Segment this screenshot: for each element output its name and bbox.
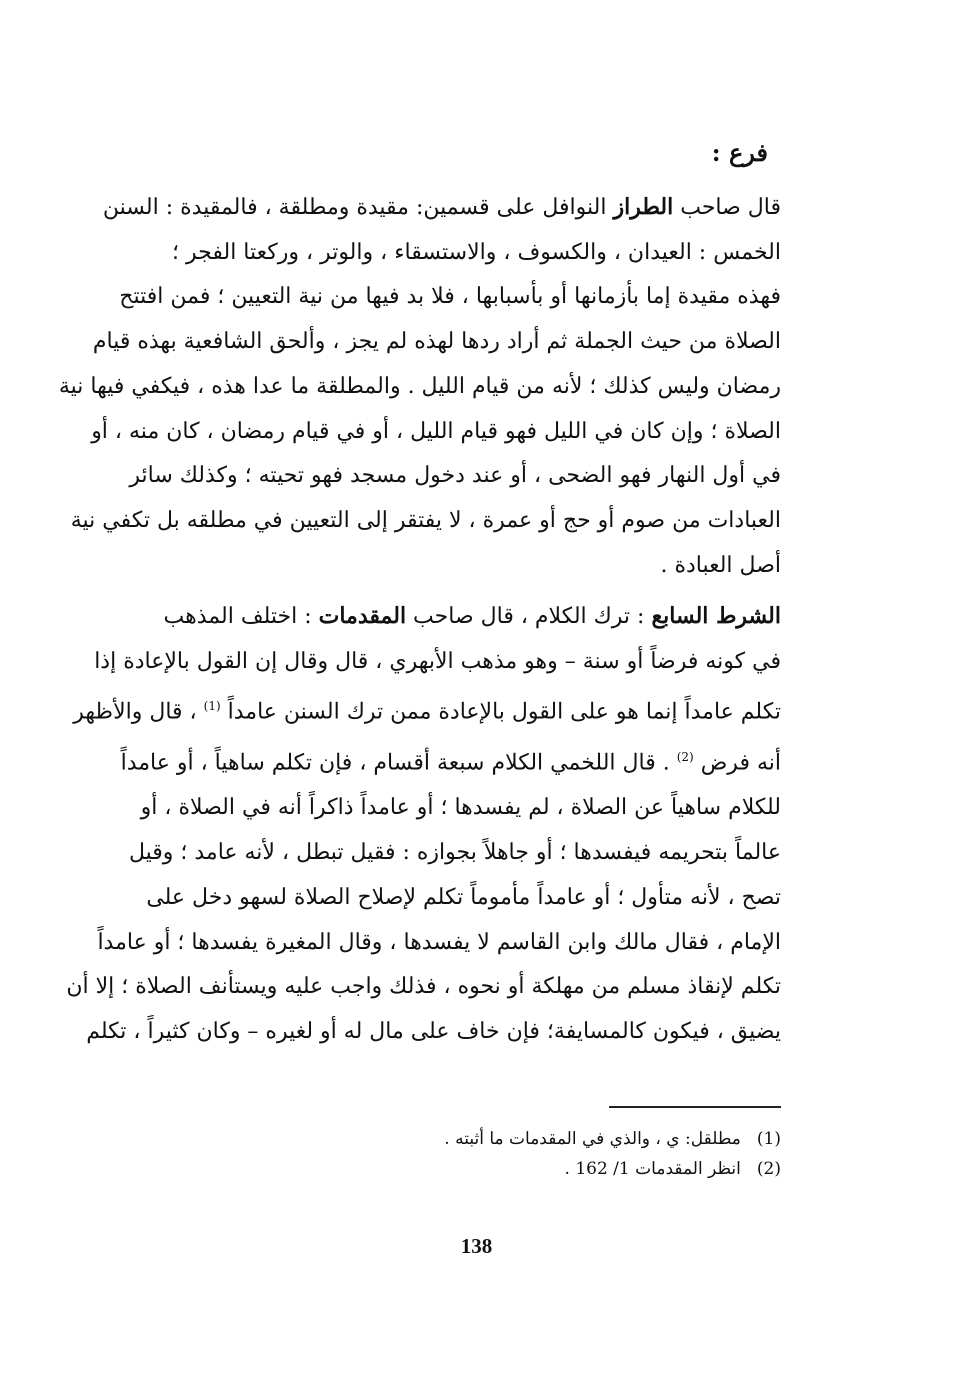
footnote-ref[interactable]: (2): [676, 750, 694, 765]
footnotes: [173, 1124, 781, 1184]
text-line: تكلم لإنقاذ مسلم من مهلكة أو نحوه ، فذلك واجب عليه ويستأنف الصلاة ؛ إلا أن: [66, 974, 781, 1000]
text-line: يضيق ، فيكون كالمسايفة؛ فإن خاف على مال له أو لغيره – وكان كثيراً ، تكلم: [86, 1018, 781, 1044]
footnote-item: [173, 1154, 781, 1184]
text-line: للكلام ساهياً عن الصلاة ، لم يفسدها ؛ أو عامداً ذاكراً أنه في الصلاة ، أو: [140, 795, 781, 821]
text-line: الشرط السابع : ترك الكلام ، قال صاحب المقدمات : اختلف المذهب: [163, 603, 781, 629]
paragraph-2: [66, 594, 781, 1055]
text-line: عالماً بتحريمه فيفسدها ؛ أو جاهلاً بجوازه : فقيل تبطل ، لأنه عامد ؛ وقيل: [128, 840, 781, 866]
footnote-ref[interactable]: (1): [203, 699, 221, 714]
book-title: المقدمات: [318, 603, 407, 629]
text-line: الخمس : العيدان ، والكسوف ، والاستسقاء ، والوتر ، وركعتا الفجر ؛: [172, 239, 781, 265]
footnote-number: (1): [756, 1129, 781, 1149]
condition-title: الشرط السابع: [651, 603, 781, 629]
text-line: الصلاة ؛ وإن كان في الليل فهو قيام الليل ، أو في قيام رمضان ، كان منه ، أو: [91, 418, 781, 444]
text-line: الصلاة من حيث الجملة ثم أراد ردها لهذه لم يجز ، وألحق الشافعية بهذه قيام: [92, 329, 781, 355]
footnote-item: [173, 1124, 781, 1154]
footnote-divider: [609, 1106, 781, 1108]
text-line: في كونه فرضاً أو سنة – وهو مذهب الأبهري ، قال وقال إن القول بالإعادة إذا: [94, 648, 781, 674]
footnote-number: (2): [756, 1159, 781, 1179]
text-line: تكلم عامداً إنما هو على القول بالإعادة ممن ترك السنن عامداً $^{(1)}$ ، قال والأظهر: [73, 699, 781, 725]
section-heading: فرع :: [711, 138, 768, 167]
text-line: في أول النهار فهو الضحى ، أو عند دخول مسجد فهو تحيته ؛ وكذلك سائر: [129, 463, 781, 489]
text-line: قال صاحب الطراز النوافل على قسمين: مقيدة ومطلقة ، فالمقيدة : السنن: [102, 194, 781, 220]
text-line: فهذه مقيدة إما بأزمانها أو بأسبابها ، فلا بد فيها من نية التعيين ؛ فمن افتتح: [119, 284, 781, 310]
footnote-text: انظر المقدمات 1/ 162 .: [564, 1159, 741, 1179]
book-title: الطراز: [613, 194, 674, 220]
text-line: الإمام ، فقال مالك وابن القاسم لا يفسدها ، وقال المغيرة يفسدها ؛ أو عامداً: [97, 929, 781, 955]
page-number: 138: [460, 1234, 493, 1258]
text-line: تصح ، لأنه متأول ؛ أو عامداً مأموماً تكلم لإصلاح الصلاة لسهو دخل على: [146, 884, 781, 910]
text-line: أصل العبادة .: [660, 552, 781, 578]
paragraph-1: [58, 185, 781, 588]
footnote-text: مطلقل: ي ، والذي في المقدمات ما أثبته .: [444, 1129, 741, 1149]
text-line: أنه فرض $^{(2)}$ . قال اللخمي الكلام سبعة أقسام ، فإن تكلم ساهياً ، أو عامداً: [120, 750, 781, 776]
text-line: العبادات من صوم أو حج أو عمرة ، لا يفتقر إلى التعيين في مطلقه بل تكفي نية: [70, 507, 781, 533]
text-line: رمضان وليس كذلك ؛ لأنه من قيام الليل . والمطلقة ما عدا هذه ، فيكفي فيها نية: [58, 373, 781, 399]
